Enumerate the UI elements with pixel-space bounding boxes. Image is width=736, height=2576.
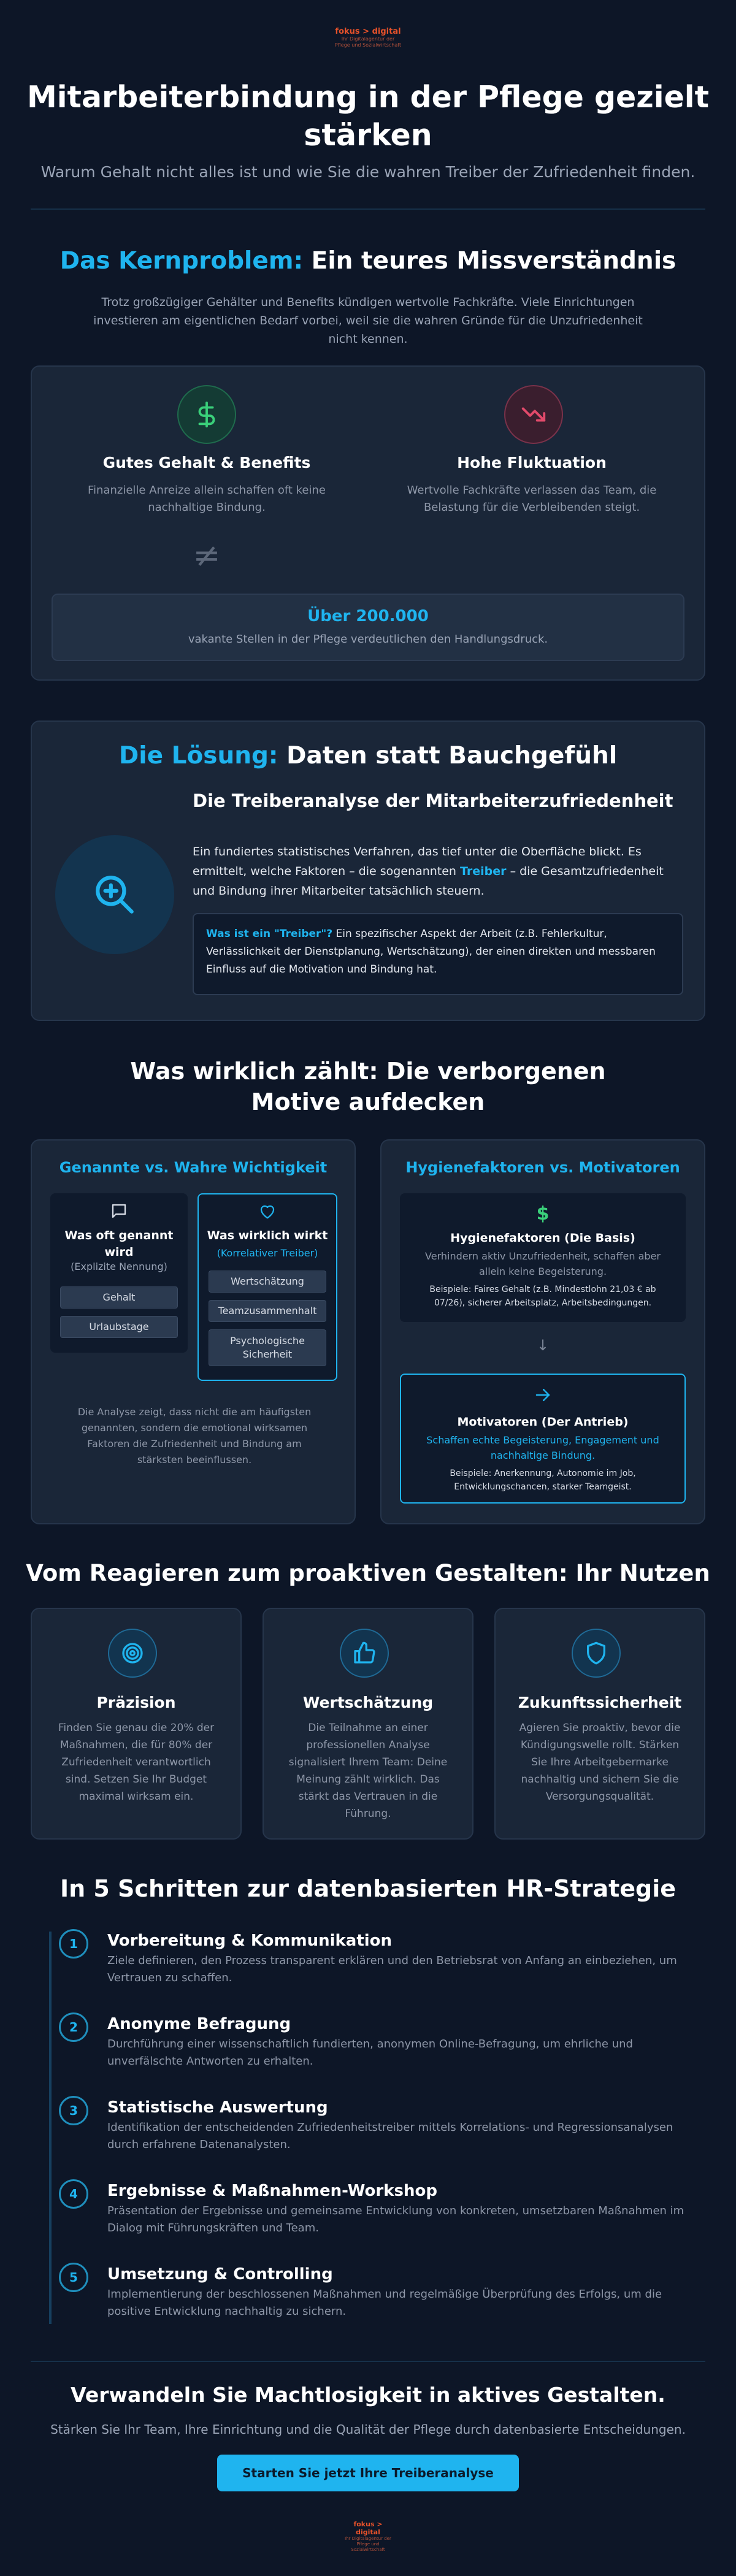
footer-logo-text: fokus > digital: [353, 2520, 383, 2536]
logo-text: fokus > digital: [335, 27, 401, 36]
motivator-box: [400, 1374, 686, 1504]
chat-icon: [50, 1202, 188, 1223]
trending-down-icon: [504, 385, 563, 444]
thumbs-up-icon: [340, 1629, 389, 1678]
hygiene-box: [400, 1193, 686, 1322]
solution-title-accent: Die Lösung:: [118, 742, 278, 770]
solution-heading: Die Treiberanalyse der Mitarbeiterzufriedenheit: [193, 790, 673, 811]
step-number: 2: [59, 2012, 88, 2042]
stated-item: Gehalt: [60, 1286, 178, 1309]
benefit-title: Präzision: [96, 1694, 176, 1711]
benefit-title: Zukunftssicherheit: [518, 1694, 682, 1711]
hygiene-text: Verhindern aktiv Unzufriedenheit, schaffen aber allein keine Begeisterung.: [425, 1250, 661, 1277]
true-title: Was wirklich wirkt: [207, 1229, 328, 1242]
footer-logo[interactable]: [340, 2520, 396, 2553]
step-title: Umsetzung & Controlling: [107, 2265, 333, 2284]
importance-card-title: Genannte vs. Wahre Wichtigkeit: [59, 1159, 328, 1176]
solution-title: [32, 740, 704, 772]
true-subtitle: (Korrelativer Treiber): [217, 1247, 318, 1259]
benefit-card-precision: [31, 1608, 242, 1840]
page-title: Mitarbeiterbindung in der Pflege gezielt stärken: [26, 80, 710, 153]
solution-title-rest: Daten statt Bauchgefühl: [278, 742, 618, 770]
header-logo[interactable]: [334, 27, 402, 65]
step-title: Statistische Auswertung: [107, 2098, 328, 2117]
benefits-title: Vom Reagieren zum proaktiven Gestalten: Ihr Nutzen: [26, 1560, 710, 1586]
step-number: 1: [59, 1929, 88, 1959]
problem-card: [31, 365, 705, 681]
dollar-icon: [177, 385, 236, 444]
step-number: 5: [59, 2263, 88, 2292]
solution-text: [193, 842, 677, 901]
salary-text: Finanzielle Anreize allein schaffen oft keine nachhaltige Bindung.: [88, 484, 326, 514]
solution-text-before: Ein fundiertes statistisches Verfahren, das tief unter die Oberfläche blickt. Es ermittelt, welche Faktoren – die sogenannten: [193, 845, 642, 878]
importance-card: [31, 1139, 356, 1524]
step-text: Identifikation der entscheidenden Zufriedenheitstreiber mittels Korrelations- und Regressionsanalysen durch erfahrene Datenanalysten.: [107, 2121, 673, 2151]
divider: [31, 208, 705, 210]
stated-subtitle: (Explizite Nennung): [71, 1261, 167, 1272]
cta-text: Stärken Sie Ihr Team, Ihre Einrichtung und die Qualität der Pflege durch datenbasierte Entscheidungen.: [50, 2422, 686, 2437]
step-title: Vorbereitung & Kommunikation: [107, 1932, 393, 1950]
arrow-down-icon: ↓: [536, 1337, 550, 1354]
true-box: [197, 1193, 337, 1381]
not-equal-icon: ≠: [193, 536, 221, 575]
hygiene-example: Beispiele: Faires Gehalt (z.B. Mindestlohn 21,03 € ab 07/26), sicherer Arbeitsplatz, Arbeitsbedingungen.: [429, 1285, 656, 1308]
hygiene-title: Hygienefaktoren (Die Basis): [450, 1231, 635, 1245]
benefit-card-future: [494, 1608, 705, 1840]
true-item: Psychologische Sicherheit: [209, 1329, 326, 1366]
driver-definition-box: [193, 913, 683, 995]
stat-box: [52, 594, 684, 661]
step-text: Präsentation der Ergebnisse und gemeinsame Entwicklung von konkreten, umsetzbaren Maßnahmen im Dialog mit Führungskräften und Team.: [107, 2204, 684, 2234]
step-text: Durchführung einer wissenschaftlich fundierten, anonymen Online-Befragung, um ehrliche und unverfälschte Antworten zu erhalten.: [107, 2038, 633, 2068]
benefit-card-appreciation: [263, 1608, 473, 1840]
page-lead: Warum Gehalt nicht alles ist und wie Sie die wahren Treiber der Zufriedenheit finden.: [40, 163, 696, 181]
motivator-title: Motivatoren (Der Antrieb): [457, 1415, 629, 1429]
motives-title: Was wirklich zählt: Die verborgenen Motive aufdecken: [130, 1058, 606, 1115]
motivator-text: Schaffen echte Begeisterung, Engagement und nachhaltige Bindung.: [426, 1434, 659, 1461]
problem-title-rest: Ein teures Missverständnis: [303, 247, 677, 275]
problem-title-accent: Das Kernproblem:: [59, 247, 304, 275]
solution-card: [31, 720, 705, 1021]
benefit-text: Die Teilnahme an einer professionellen Analyse signalisiert Ihrem Team: Deine Meinung zählt wirklich. Das stärkt das Vertrauen in die Führung.: [288, 1722, 448, 1820]
stat-value: Über 200.000: [307, 607, 429, 625]
start-analysis-button[interactable]: Starten Sie jetzt Ihre Treiberanalyse: [217, 2455, 519, 2491]
problem-title: [0, 245, 736, 277]
problem-description: Trotz großzügiger Gehälter und Benefits kündigen wertvolle Fachkräfte. Viele Einrichtungen investieren am eigentlichen Bedarf vorbei, weil sie die wahren Gründe für die Unzufriedenheit nicht kennen.: [93, 296, 643, 346]
step-text: Ziele definieren, den Prozess transparent erklären und den Betriebsrat von Anfang an einbeziehen, um Vertrauen zu schaffen.: [107, 1954, 677, 1984]
motivator-example: Beispiele: Anerkennung, Autonomie im Job, Entwicklungschancen, starker Teamgeist.: [450, 1469, 636, 1492]
driver-definition-label: Was ist ein "Treiber"?: [206, 928, 333, 940]
step-number: 3: [59, 2096, 88, 2125]
arrow-right-icon: [401, 1386, 684, 1407]
hygiene-card-title: Hygienefaktoren vs. Motivatoren: [405, 1159, 680, 1176]
target-icon: [108, 1629, 157, 1678]
stat-text: vakante Stellen in der Pflege verdeutlichen den Handlungsdruck.: [188, 633, 548, 646]
fluctuation-text: Wertvolle Fachkräfte verlassen das Team, die Belastung für die Verbleibenden steigt.: [407, 484, 657, 514]
true-item: Wertschätzung: [209, 1271, 326, 1293]
solution-text-after: – die Gesamtzufriedenheit und Bindung ihrer Mitarbeiter tatsächlich steuern.: [193, 865, 664, 898]
step-text: Implementierung der beschlossenen Maßnahmen und regelmäßige Überprüfung des Erfolgs, um die positive Entwicklung nachhaltig zu sichern.: [107, 2288, 662, 2318]
benefit-text: Agieren Sie proaktiv, bevor die Kündigungswelle rollt. Stärken Sie Ihre Arbeitgebermarke nachhaltig und sichern Sie die Versorgungsqualität.: [519, 1722, 681, 1803]
step-number: 4: [59, 2179, 88, 2209]
logo-subtitle: Ihr Digitalagentur der Pflege und Sozialwirtschaft: [334, 36, 402, 48]
benefit-text: Finden Sie genau die 20% der Maßnahmen, die für 80% der Zufriedenheit verantwortlich sind. Setzen Sie Ihr Budget maximal wirksam ein.: [58, 1722, 215, 1803]
steps-timeline: [49, 1932, 52, 2324]
stated-title: Was oft genannt wird: [64, 1229, 174, 1259]
stated-box: [50, 1193, 188, 1353]
steps-title: In 5 Schritten zur datenbasierten HR-Strategie: [59, 1875, 677, 1902]
true-item: Teamzusammenhalt: [209, 1300, 326, 1322]
zoom-in-icon: [55, 835, 174, 954]
solution-text-accent: Treiber: [460, 865, 507, 878]
dollar-icon: $: [536, 1203, 550, 1225]
driver-definition-text: Ein spezifischer Aspekt der Arbeit (z.B. Fehlerkultur, Verlässlichkeit der Dienstplanung, Wertschätzung), der einen direkten und messbaren Einfluss auf die Motivation und Bindung hat.: [206, 928, 656, 976]
fluctuation-title: Hohe Fluktuation: [457, 454, 607, 472]
benefit-title: Wertschätzung: [302, 1694, 434, 1711]
salary-title: Gutes Gehalt & Benefits: [102, 454, 311, 472]
step-title: Ergebnisse & Maßnahmen-Workshop: [107, 2182, 437, 2200]
footer-logo-subtitle: Ihr Digitalagentur der Pflege und Sozialwirtschaft: [345, 2536, 391, 2552]
step-title: Anonyme Befragung: [107, 2015, 291, 2033]
hygiene-card: [380, 1139, 705, 1524]
shield-icon: [572, 1629, 621, 1678]
stated-item: Urlaubstage: [60, 1316, 178, 1338]
divider: [31, 2361, 705, 2362]
heart-icon: [199, 1202, 336, 1223]
cta-title: Verwandeln Sie Machtlosigkeit in aktives Gestalten.: [71, 2383, 665, 2407]
importance-footer: Die Analyse zeigt, dass nicht die am häufigsten genannten, sondern die emotional wirksamen Faktoren die Zufriedenheit und Bindung am stärksten beeinflussen.: [77, 1406, 312, 1466]
